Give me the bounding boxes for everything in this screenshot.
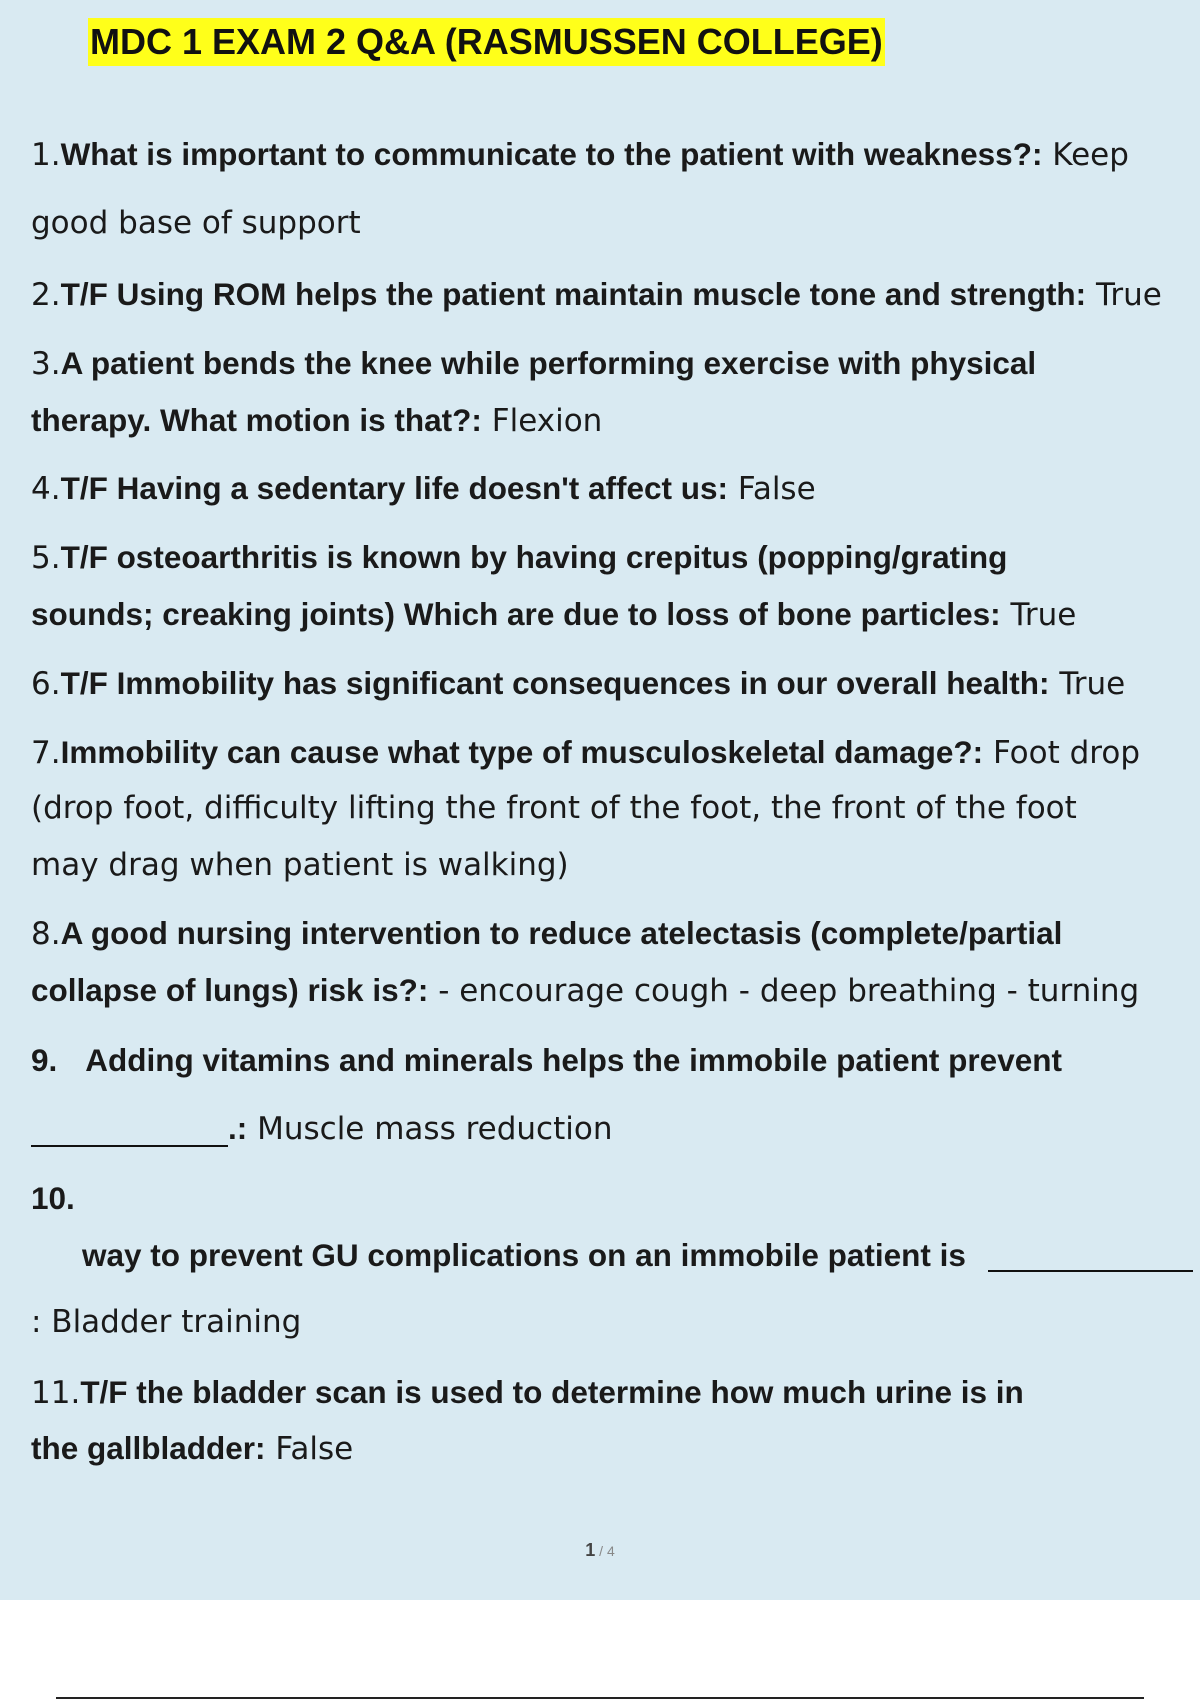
question-text: T/F Having a sedentary life doesn't affect us: <box>60 470 728 506</box>
list-item <box>31 529 1200 587</box>
page-separator: / <box>595 1543 607 1559</box>
current-page: 1 <box>585 1540 596 1560</box>
answer-text: Flexion <box>481 403 603 439</box>
question-text: the gallbladder: <box>31 1430 266 1466</box>
list-item <box>31 1170 1200 1228</box>
answer-text: (drop foot, difficulty lifting the front of the foot, the front of the foot <box>31 790 1077 826</box>
answer-blank <box>31 1145 228 1147</box>
question-text: What is important to communicate to the patient with weakness?: <box>60 136 1043 172</box>
total-pages: 4 <box>606 1543 615 1559</box>
list-item <box>31 126 1200 184</box>
list-item-continuation <box>228 1100 1128 1158</box>
answer-text: True <box>1049 666 1126 702</box>
question-text: therapy. What motion is that?: <box>31 402 482 438</box>
list-item-continuation <box>31 392 1200 450</box>
page-indicator <box>0 1540 1200 1561</box>
question-text: T/F Immobility has significant consequences in our overall health: <box>60 665 1050 701</box>
answer-text: Keep <box>1042 137 1129 173</box>
item-number: 9. <box>31 1042 58 1078</box>
item-number: 1. <box>31 137 61 173</box>
item-number: 8. <box>31 916 61 952</box>
question-text: Immobility can cause what type of musculoskeletal damage?: <box>60 734 984 770</box>
list-item <box>31 1032 1200 1090</box>
list-item-continuation <box>31 1294 1200 1351</box>
item-number: 6. <box>31 666 61 702</box>
question-text: sounds; creaking joints) Which are due to loss of bone particles: <box>31 596 1001 632</box>
item-number: 3. <box>31 346 61 382</box>
question-suffix: .: <box>228 1110 248 1146</box>
list-item-continuation <box>31 962 1200 1020</box>
list-item <box>31 335 1200 393</box>
item-number: 11. <box>31 1375 81 1411</box>
answer-text: True <box>1000 597 1077 633</box>
list-item-continuation <box>31 780 1200 837</box>
item-number: 4. <box>31 471 61 507</box>
list-item-continuation <box>82 1227 1200 1285</box>
answer-text: Muscle mass reduction <box>247 1111 613 1147</box>
list-item-continuation <box>31 195 1200 252</box>
answer-text: False <box>265 1431 354 1467</box>
question-text: T/F Using ROM helps the patient maintain muscle tone and strength: <box>60 276 1087 312</box>
document-title: MDC 1 EXAM 2 Q&A (RASMUSSEN COLLEGE) <box>88 18 885 66</box>
question-text: T/F the bladder scan is used to determine how much urine is in <box>80 1374 1024 1410</box>
list-item <box>31 724 1200 782</box>
list-item <box>31 460 1200 518</box>
list-item <box>31 1364 1200 1422</box>
question-text: A patient bends the knee while performing exercise with physical <box>60 345 1037 381</box>
page-divider <box>56 1697 1144 1699</box>
item-number: 2. <box>31 277 61 313</box>
list-item <box>31 905 1200 963</box>
list-item-continuation <box>31 837 1200 894</box>
answer-text: : Bladder training <box>31 1304 302 1340</box>
list-item <box>31 655 1200 713</box>
answer-text: True <box>1086 277 1162 313</box>
answer-text: may drag when patient is walking) <box>31 847 569 883</box>
answer-text: - encourage cough - deep breathing - turning <box>428 973 1140 1009</box>
question-text: Adding vitamins and minerals helps the immobile patient prevent <box>85 1042 1062 1078</box>
answer-blank <box>988 1270 1193 1272</box>
answer-text: False <box>727 471 816 507</box>
item-number: 10. <box>31 1180 75 1216</box>
answer-text: Foot drop <box>983 735 1141 771</box>
item-number: 7. <box>31 735 61 771</box>
list-item-continuation <box>31 1420 1200 1478</box>
question-text: A good nursing intervention to reduce atelectasis (complete/partial <box>60 915 1063 951</box>
question-text: collapse of lungs) risk is?: <box>31 972 429 1008</box>
item-number: 5. <box>31 540 61 576</box>
list-item <box>31 266 1200 324</box>
question-text: T/F osteoarthritis is known by having crepitus (popping/grating <box>60 539 1008 575</box>
list-item-continuation <box>31 586 1200 644</box>
question-text: way to prevent GU complications on an immobile patient is <box>82 1237 966 1273</box>
answer-text: good base of support <box>31 205 361 241</box>
